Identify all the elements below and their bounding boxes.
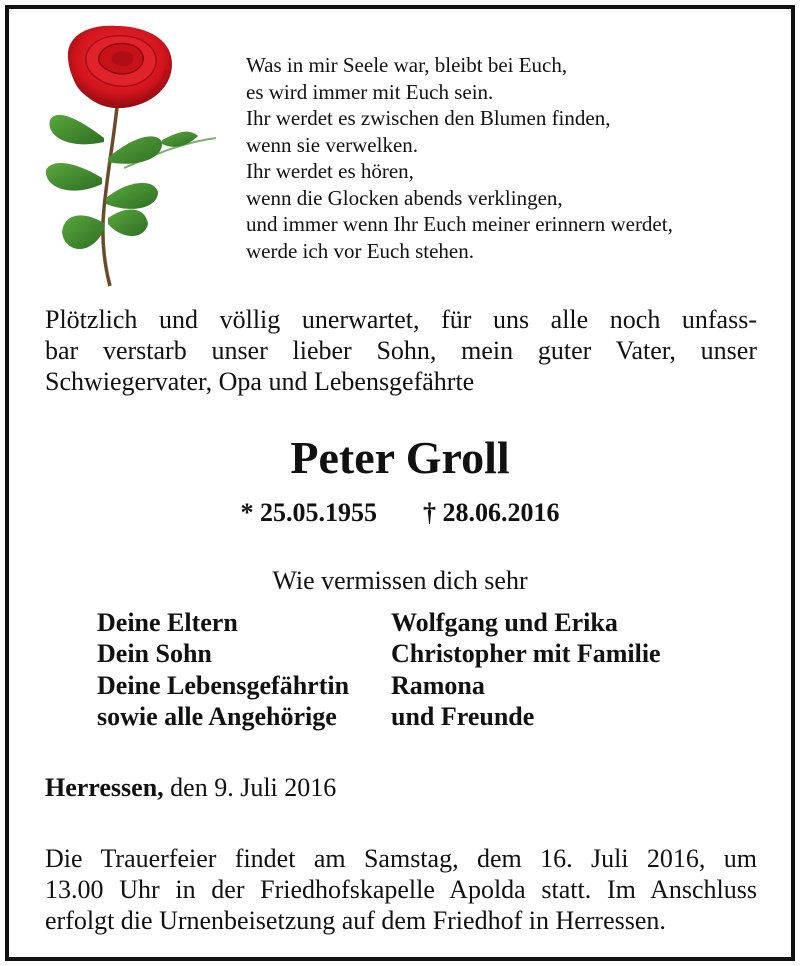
mourner-relation: sowie alle Angehörige (97, 701, 337, 731)
mourner-relation: Deine Lebensgefährtin (97, 670, 350, 700)
funeral-line: Die Trauerfeier findet am Samstag, dem 16. Juli 2016, um (45, 844, 757, 873)
death-date: † 28.06.2016 (423, 498, 560, 527)
poem-line: Was in mir Seele war, bleibt bei Euch, (246, 53, 568, 77)
mourner-relation: Deine Eltern (97, 608, 238, 637)
poem-line: wenn sie verwelken. (246, 132, 419, 157)
poem-line: und immer wenn Ihr Euch meiner erinnern werdet, (246, 212, 673, 236)
red-rose-icon (38, 18, 228, 288)
deceased-name: Peter Groll (290, 432, 510, 483)
place-name: Herressen, (45, 773, 164, 802)
notice-date: den 9. Juli 2016 (170, 773, 337, 802)
announcement-text (45, 304, 757, 397)
mourner-names: und Freunde (391, 701, 535, 731)
mourner-names: Ramona (391, 670, 485, 700)
mourner-row (97, 701, 661, 732)
poem (246, 52, 673, 264)
mourner-names: Wolfgang und Erika (391, 608, 618, 637)
poem-line: werde ich vor Euch stehen. (246, 238, 474, 263)
announcement-line: Plötzlich und völlig unerwartet, für uns alle noch unfass- (45, 305, 757, 334)
mourner-row (97, 670, 661, 701)
mourner-row (97, 638, 661, 669)
poem-line: Ihr werdet es zwischen den Blumen finden, (246, 106, 611, 130)
funeral-info (45, 843, 757, 936)
poem-line: wenn die Glocken abends verklingen, (246, 185, 563, 210)
mourner-row (97, 607, 661, 638)
funeral-line: erfolgt die Urnenbeisetzung auf dem Friedhof in Herressen. (45, 906, 666, 935)
mourner-relation: Dein Sohn (97, 639, 212, 669)
birth-date: * 25.05.1955 (240, 498, 377, 527)
mourner-names: Christopher mit Familie (391, 639, 661, 669)
place-date (45, 772, 336, 804)
life-dates (0, 497, 800, 529)
announcement-line: Schwiegervater, Opa und Lebensgefährte (45, 367, 475, 396)
poem-line: es wird immer mit Euch sein. (246, 79, 494, 104)
poem-line: Ihr werdet es hören, (246, 159, 414, 183)
announcement-line: bar verstarb unser lieber Sohn, mein guter Vater, unser (45, 336, 757, 365)
missing-line: Wie vermissen dich sehr (272, 566, 528, 595)
funeral-line: 13.00 Uhr in der Friedhofskapelle Apolda statt. Im Anschluss (45, 875, 757, 904)
mourners-list (97, 607, 661, 732)
